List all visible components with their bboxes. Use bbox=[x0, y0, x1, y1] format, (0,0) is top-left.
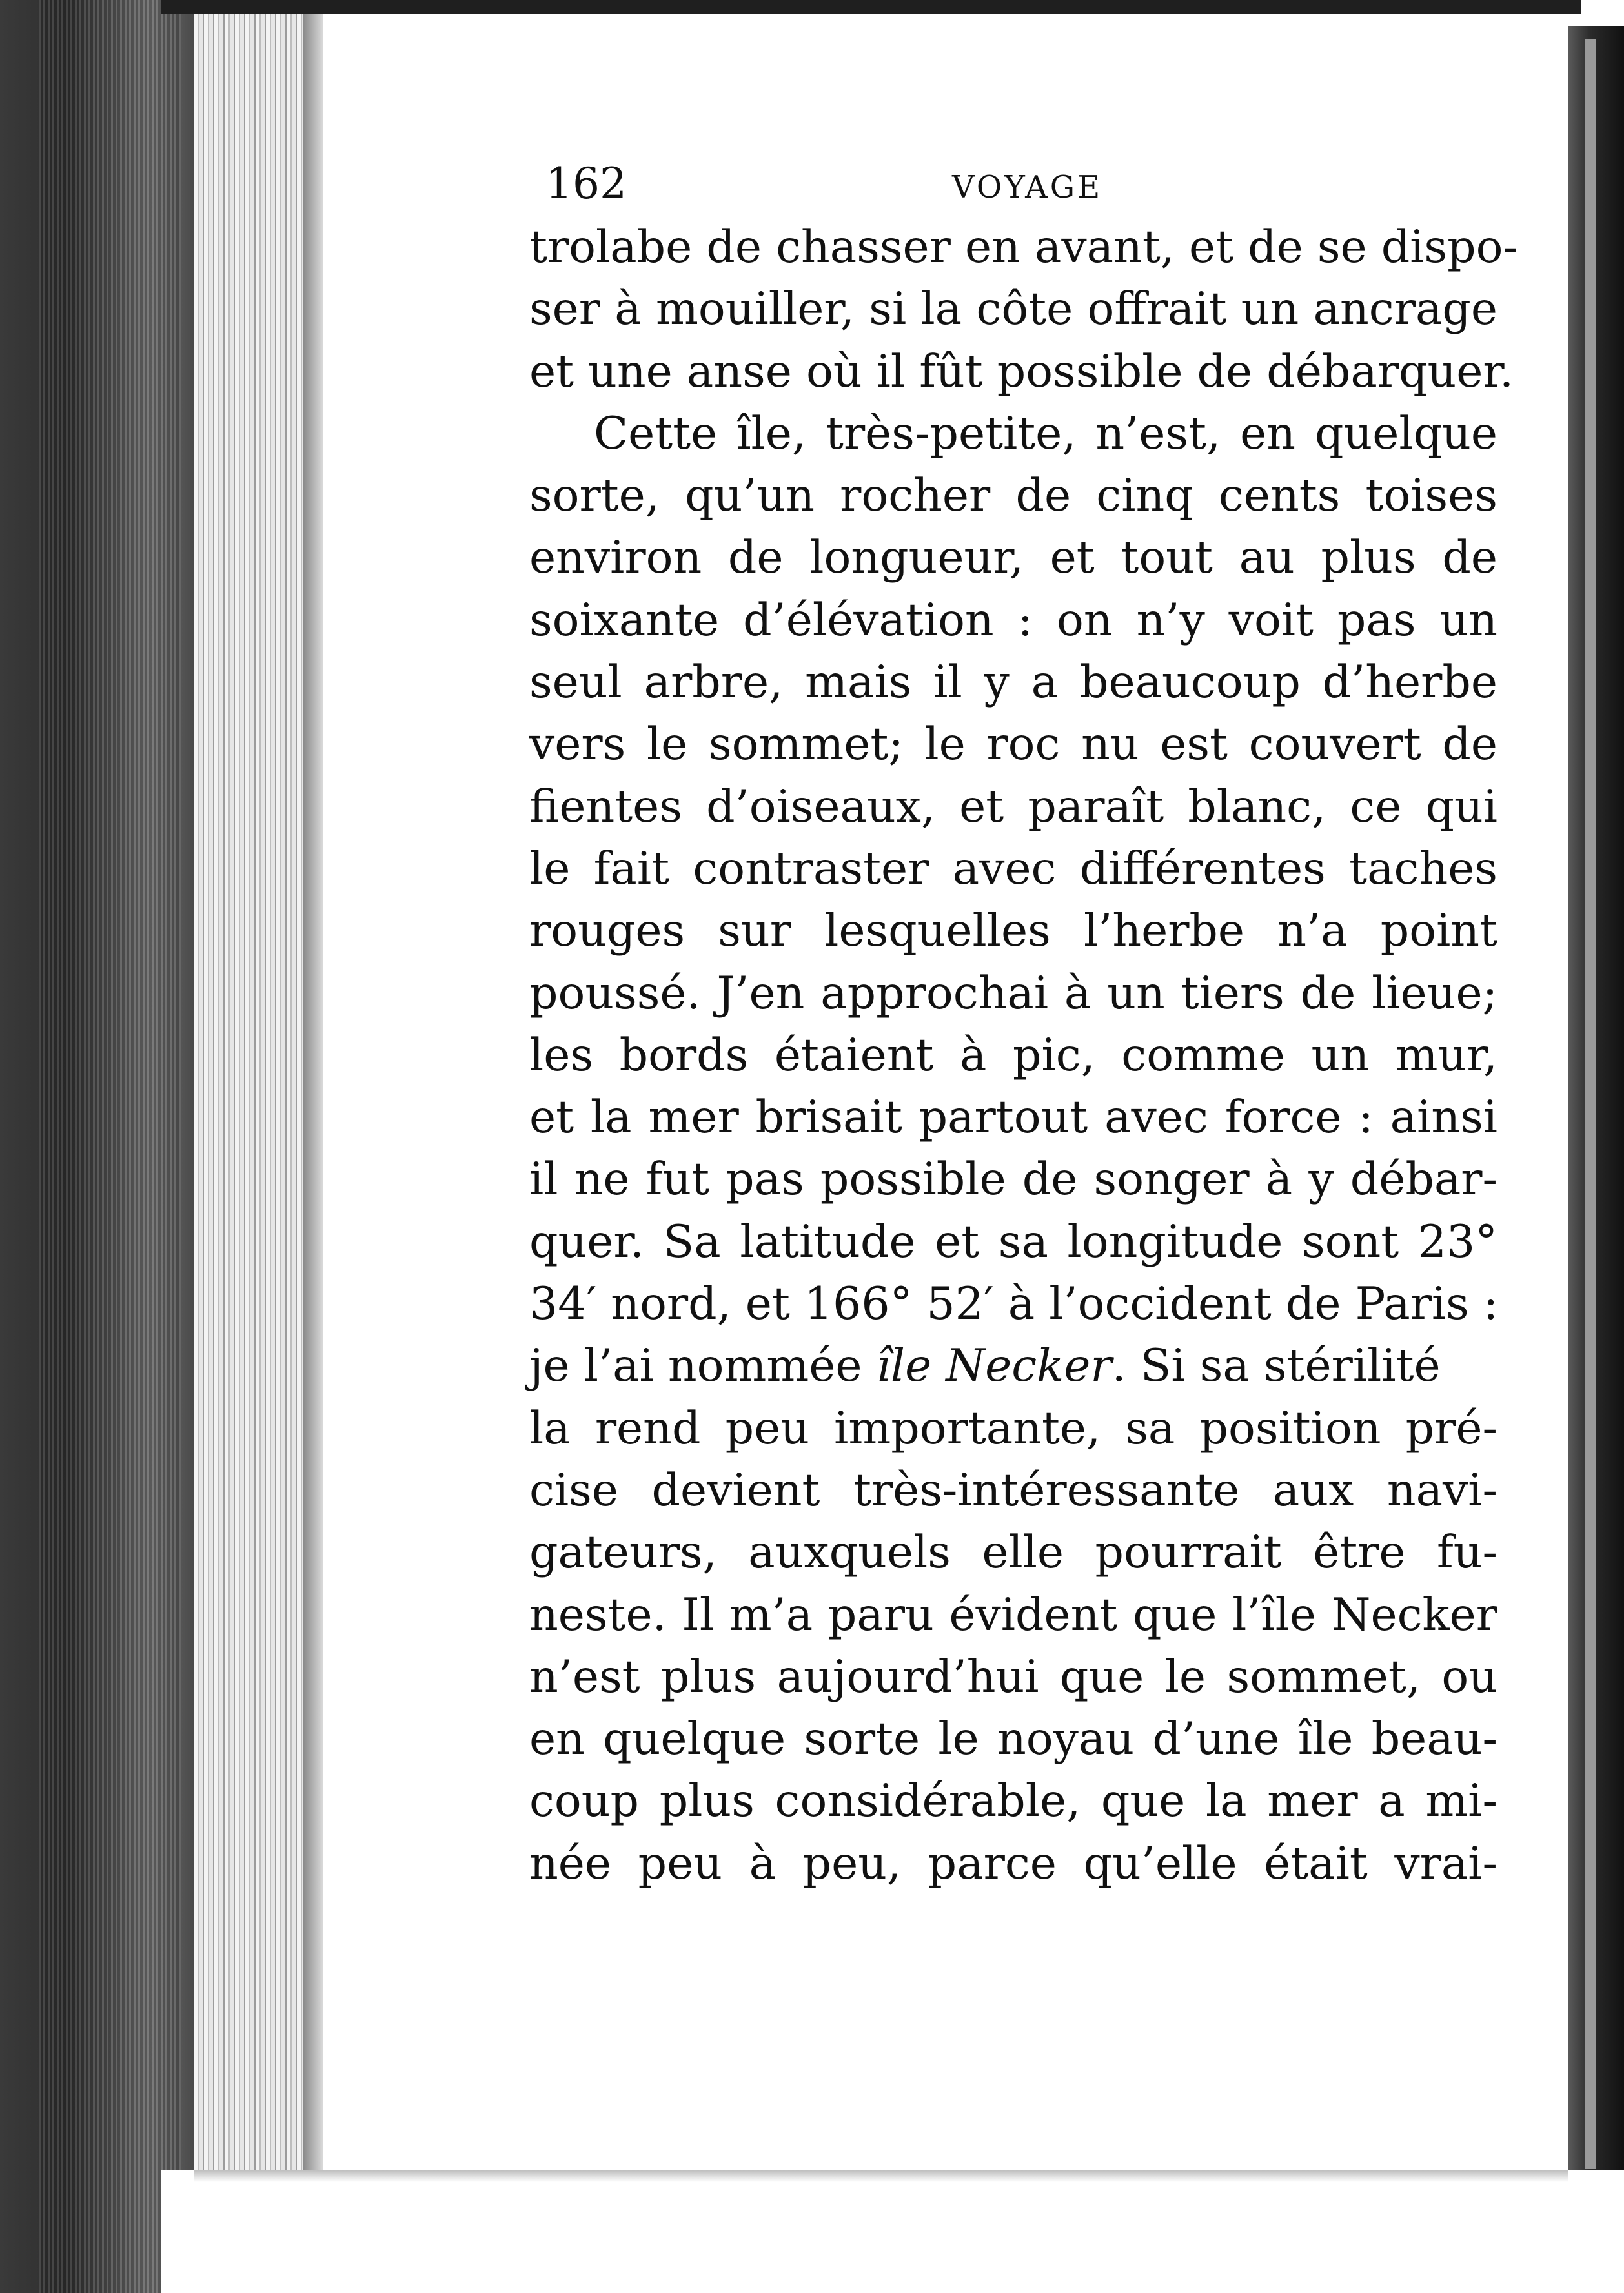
bottom-shadow bbox=[194, 2170, 1568, 2182]
text-segment: . Si sa stérilité bbox=[1111, 1340, 1441, 1392]
running-head: VOYAGE bbox=[952, 169, 1103, 205]
text-line: née peu à peu, parce qu’elle était vrai- bbox=[529, 1837, 1497, 1890]
spine-texture bbox=[39, 0, 181, 2293]
page-number: 162 bbox=[545, 159, 627, 209]
text-line: gateurs, auxquels elle pourrait être fu- bbox=[529, 1526, 1497, 1579]
text-line: poussé. J’en approchai à un tiers de lieue; bbox=[529, 966, 1497, 1019]
right-border bbox=[1568, 26, 1624, 2208]
italic-name: île Necker bbox=[876, 1340, 1112, 1392]
text-line: cise devient très-intéressante aux navi- bbox=[529, 1463, 1497, 1516]
text-line-mixed bbox=[529, 1335, 1497, 1397]
text-line: et la mer brisait partout avec force : ainsi bbox=[529, 1091, 1497, 1144]
text-line: soixante d’élévation : on n’y voit pas un bbox=[529, 593, 1497, 646]
text-line: n’est plus aujourd’hui que le sommet, ou bbox=[529, 1650, 1497, 1703]
page-edge-shadow bbox=[303, 13, 323, 2195]
body-text bbox=[529, 216, 1518, 1895]
text-line: Cette île, très-petite, n’est, en quelque bbox=[594, 407, 1497, 460]
top-border bbox=[161, 0, 1581, 14]
bottom-margin bbox=[161, 2170, 1624, 2293]
text-line: sorte, qu’un rocher de cinq cents toises bbox=[529, 469, 1497, 522]
text-line: environ de longueur, et tout au plus de bbox=[529, 531, 1497, 584]
text-line: quer. Sa latitude et sa longitude sont 23° bbox=[529, 1215, 1497, 1268]
text-line: en quelque sorte le noyau d’une île beau- bbox=[529, 1713, 1497, 1766]
text-line: ser à mouiller, si la côte offrait un ancrage bbox=[529, 283, 1497, 336]
text-line: coup plus considérable, que la mer a mi- bbox=[529, 1775, 1497, 1828]
text-line: les bords étaient à pic, comme un mur, bbox=[529, 1028, 1497, 1081]
text-line: le fait contraster avec différentes taches bbox=[529, 842, 1497, 895]
text-line: neste. Il m’a paru évident que l’île Necker bbox=[529, 1588, 1497, 1641]
right-border-highlight bbox=[1585, 39, 1596, 2169]
text-line: la rend peu importante, sa position pré- bbox=[529, 1401, 1497, 1454]
text-line: il ne fut pas possible de songer à y débar- bbox=[529, 1153, 1497, 1206]
text-line: rouges sur lesquelles l’herbe n’a point bbox=[529, 904, 1497, 957]
page-header bbox=[545, 155, 1514, 213]
text-line: trolabe de chasser en avant, et de se dispo- bbox=[529, 221, 1518, 273]
text-line: vers le sommet; le roc nu est couvert de bbox=[529, 718, 1497, 771]
text-line: seul arbre, mais il y a beaucoup d’herbe bbox=[529, 656, 1497, 709]
text-line: fientes d’oiseaux, et paraît blanc, ce qui bbox=[529, 780, 1497, 833]
text-line: et une anse où il fût possible de débarquer. bbox=[529, 345, 1514, 398]
text-line: 34′ nord, et 166° 52′ à l’occident de Paris : bbox=[529, 1278, 1499, 1330]
text-segment: je l’ai nommée bbox=[529, 1340, 862, 1392]
